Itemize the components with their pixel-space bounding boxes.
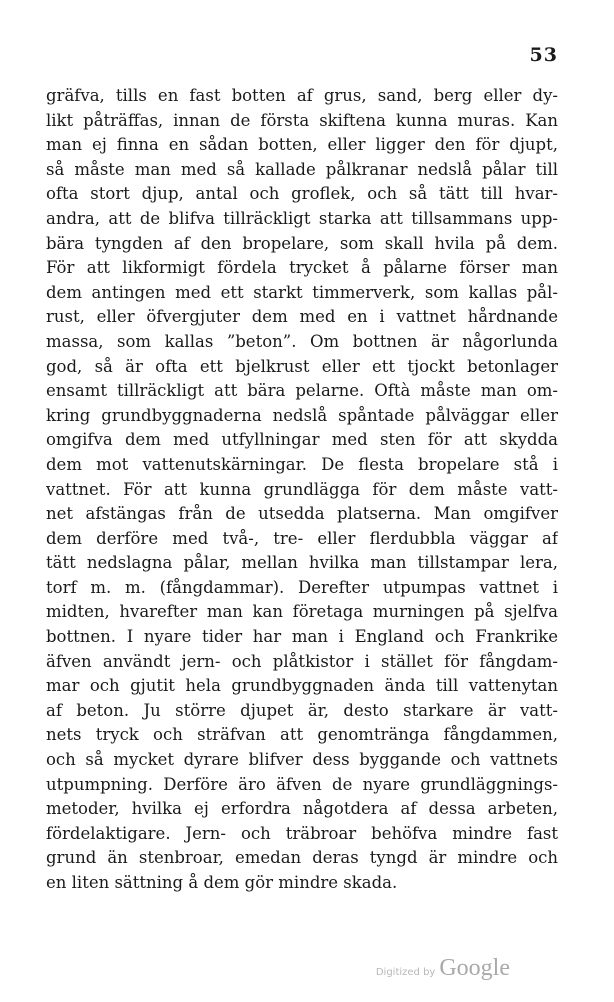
text-line: tätt nedslagna pålar, mellan hvilka man tillstampar lera, bbox=[46, 553, 558, 573]
watermark-prefix: Digitized by bbox=[375, 967, 436, 978]
text-line: och så mycket dyrare blifver dess byggande och vattnets bbox=[46, 750, 558, 770]
text-line: kring grundbyggnaderna nedslå spåntade pålväggar eller bbox=[46, 405, 558, 425]
page-number: 53 bbox=[529, 44, 558, 66]
text-line: utpumpning. Derföre äro äfven de nyare grundläggnings- bbox=[46, 774, 558, 794]
text-line: vattnet. För att kunna grundlägga för dem måste vatt- bbox=[46, 479, 558, 499]
text-line: grund än stenbroar, emedan deras tyngd är mindre och bbox=[46, 848, 558, 868]
text-line: torf m. m. (fångdammar). Derefter utpumpas vattnet i bbox=[46, 577, 558, 597]
digitized-by-watermark bbox=[376, 955, 510, 982]
text-line: midten, hvarefter man kan företaga murningen på sjelfva bbox=[46, 602, 558, 622]
text-line: massa, som kallas ”beton”. Om bottnen är någorlunda bbox=[46, 331, 558, 351]
text-line: metoder, hvilka ej erfordra någotdera af dessa arbeten, bbox=[46, 799, 558, 819]
text-line: net afstängas från de utsedda platserna. Man omgifver bbox=[46, 504, 558, 524]
text-line: dem derföre med två-, tre- eller flerdubbla väggar af bbox=[46, 528, 558, 548]
text-line: god, så är ofta ett bjelkrust eller ett tjockt betonlager bbox=[46, 356, 558, 376]
text-line: nets tryck och sträfvan att genomtränga fångdammen, bbox=[46, 725, 558, 745]
text-line: likt påträffas, innan de första skiftena kunna muras. Kan bbox=[46, 110, 558, 130]
google-logo: Google bbox=[439, 955, 510, 981]
text-line: ofta stort djup, antal och groflek, och så tätt till hvar- bbox=[46, 184, 558, 204]
text-line: man ej finna en sådan botten, eller ligger den för djupt, bbox=[46, 135, 558, 155]
text-line: rust, eller öfvergjuter dem med en i vattnet hårdnande bbox=[46, 307, 558, 327]
text-line: äfven användt jern- och plåtkistor i stället för fångdam- bbox=[46, 651, 558, 671]
text-line: så måste man med så kallade pålkranar nedslå pålar till bbox=[46, 159, 558, 179]
text-line: en liten sättning å dem gör mindre skada. bbox=[46, 873, 398, 892]
body-text bbox=[46, 84, 558, 896]
text-line: mar och gjutit hela grundbyggnaden ända till vattenytan bbox=[46, 676, 558, 696]
text-line: dem mot vattenutskärningar. De flesta bropelare stå i bbox=[46, 454, 558, 474]
text-line: omgifva dem med utfyllningar med sten för att skydda bbox=[46, 430, 558, 450]
text-line: bottnen. I nyare tider har man i England och Frankrike bbox=[46, 627, 558, 647]
text-line: andra, att de blifva tillräckligt starka att tillsammans upp- bbox=[46, 208, 558, 228]
text-line: af beton. Ju större djupet är, desto starkare är vatt- bbox=[46, 700, 558, 720]
text-line: dem antingen med ett starkt timmerverk, som kallas pål- bbox=[46, 282, 558, 302]
text-line: ensamt tillräckligt att bära pelarne. Oftà måste man om- bbox=[46, 381, 558, 401]
text-line: fördelaktigare. Jern- och träbroar behöfva mindre fast bbox=[46, 823, 558, 843]
text-line: gräfva, tills en fast botten af grus, sand, berg eller dy- bbox=[46, 86, 558, 105]
text-line: bära tyngden af den bropelare, som skall hvila på dem. bbox=[46, 233, 558, 253]
text-line: För att likformigt fördela trycket å pålarne förser man bbox=[46, 258, 558, 278]
